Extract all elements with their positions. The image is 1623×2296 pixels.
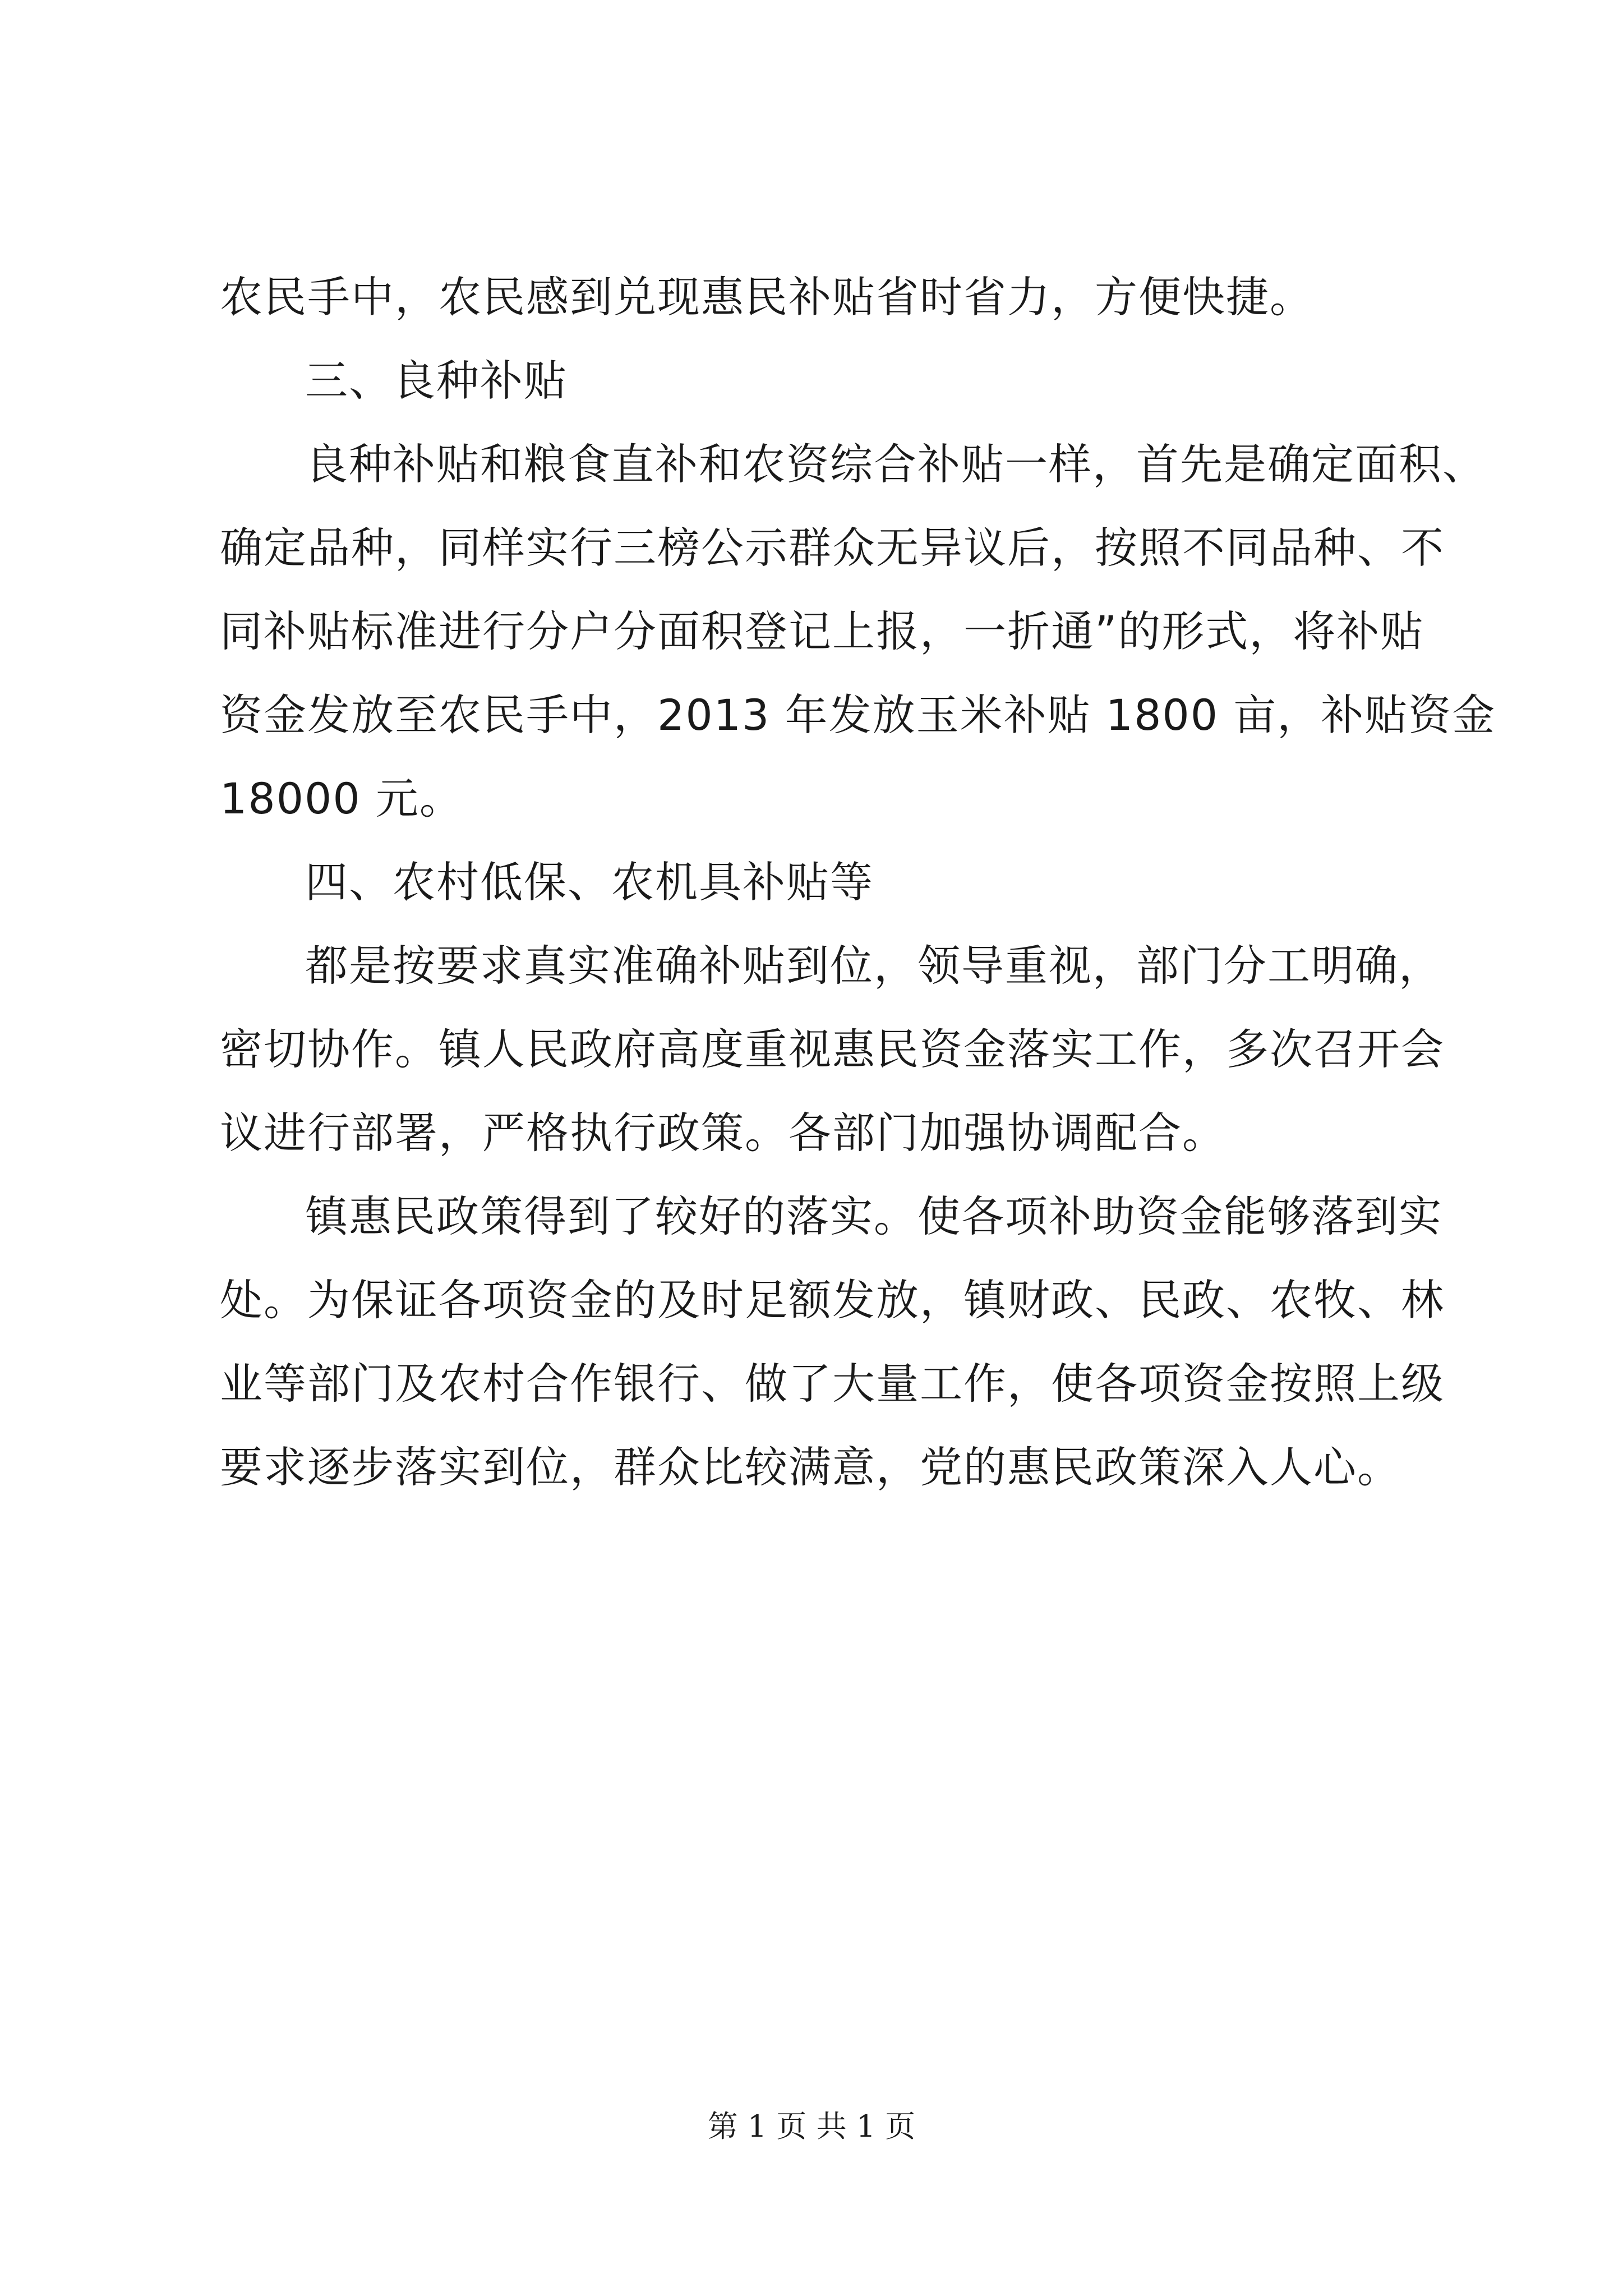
page-footer <box>0 2107 1623 2146</box>
paragraph-line: 镇惠民政策得到了较好的落实。使各项补助资金能够落到实 <box>305 1191 1442 1241</box>
paragraph-line: 处。为保证各项资金的及时足额发放，镇财政、民政、农牧、林 <box>220 1275 1445 1325</box>
paragraph-line: 农民手中，农民感到兑现惠民补贴省时省力，方便快捷。 <box>220 272 1313 322</box>
paragraph-line: 资金发放至农民手中，2013 年发放玉米补贴 1800 亩，补贴资金 <box>220 690 1496 740</box>
paragraph-line: 业等部门及农村合作银行、做了大量工作，使各项资金按照上级 <box>220 1359 1445 1409</box>
paragraph-line: 要求逐步落实到位，群众比较满意，党的惠民政策深入人心。 <box>220 1442 1401 1492</box>
section-heading: 四、农村低保、农机具补贴等 <box>305 857 874 907</box>
paragraph-line: 18000 元。 <box>220 774 463 823</box>
section-heading: 三、良种补贴 <box>305 356 568 406</box>
paragraph-line: 同补贴标准进行分户分面积登记上报，一折通”的形式，将补贴 <box>220 606 1424 656</box>
document-body <box>220 255 1510 1509</box>
paragraph-line: 良种补贴和粮食直补和农资综合补贴一样，首先是确定面积、 <box>305 439 1486 489</box>
page-number: 第 1 页 共 1 页 <box>707 2109 916 2144</box>
paragraph-line: 确定品种，同样实行三榜公示群众无异议后，按照不同品种、不 <box>220 523 1445 573</box>
paragraph-line: 议进行部署，严格执行政策。各部门加强协调配合。 <box>220 1108 1226 1158</box>
paragraph-line: 密切协作。镇人民政府高度重视惠民资金落实工作，多次召开会 <box>220 1024 1445 1074</box>
paragraph-line: 都是按要求真实准确补贴到位，领导重视，部门分工明确， <box>305 941 1442 991</box>
